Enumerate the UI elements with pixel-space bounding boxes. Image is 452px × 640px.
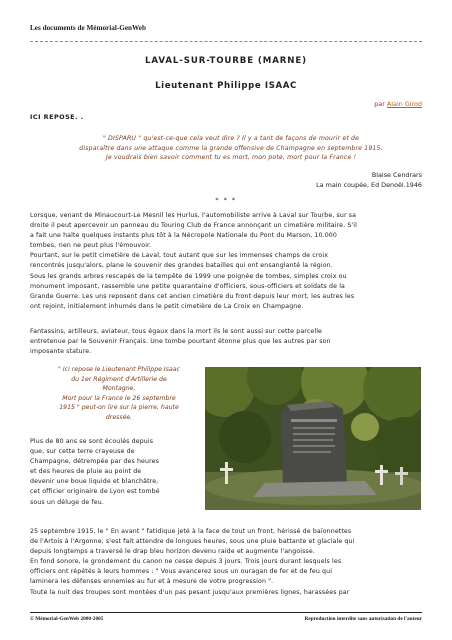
caption-line: dressée.: [105, 413, 133, 421]
paragraph-soldiers: [30, 327, 422, 357]
text-line: a fait une halte quelques instants plus tôt à la Nécropole Nationale du Pont du Marson, 10.000: [30, 232, 337, 240]
text-line: cet officier originaire de Lyon est tombé: [30, 488, 160, 496]
text-line: En fond sonore, le grondement du canon ne cesse depuis 3 jours. Trois jours durant lesquels les: [30, 558, 342, 566]
text-line: officiers ont répétés à leurs hommes : " Vous avancerez sous un ouragan de fer et de feu qui: [30, 568, 333, 576]
text-line: Plus de 80 ans se sont écoulés depuis: [30, 438, 154, 445]
text-line: Lorsque, venant de Minaucourt-Le Mesnil les Hurlus, l'automobiliste arrive à Laval sur Tourbe, sur sa: [30, 212, 357, 219]
grave-photo-illustration: [205, 367, 421, 510]
page-title: LAVAL-SUR-TOURBE (MARNE): [145, 56, 307, 66]
author-link[interactable]: Alain Girod: [386, 100, 422, 108]
epigraph-line: disparaître dans une attaque comme la grande offensive de Champagne en septembre 1915.: [79, 144, 383, 152]
epigraph: [40, 134, 422, 163]
caption-line: Mort pour la France le 26 septembre: [62, 394, 176, 402]
text-line: et des heures de pluie au point de: [30, 468, 142, 476]
paragraph-officer: [30, 437, 200, 508]
text-line: ont rejoint, initialement inhumés dans le petit cimetière de La Croix en Champagne.: [30, 302, 304, 310]
epigraph-author: Blaise Cendrars: [371, 171, 422, 179]
text-line: depuis longtemps a traversé le drap bleu horizon devenu raide et augmente l'angoisse.: [30, 548, 315, 556]
photo-caption: [40, 365, 198, 423]
byline-prefix: par: [374, 100, 385, 108]
footer-divider: [30, 612, 422, 613]
caption-line: 1915 " peut-on lire sur la pierre, haute: [59, 404, 179, 412]
byline: [374, 100, 422, 108]
text-line: de l'Artois à l'Argonne, s'est fait attendre de longues heures, sous une pluie battante et glaciale qui: [30, 538, 355, 546]
text-line: laminera les défenses ennemies au fur et à mesure de votre progression ".: [30, 578, 274, 586]
paragraph-battle: [30, 527, 422, 598]
text-line: devenir une boue liquide et blanchâtre,: [30, 478, 159, 486]
text-line: entretenue par le Souvenir Français. Une tombe pourtant étonne plus que les autres par son: [30, 338, 331, 346]
text-line: Sous les grands arbres rescapés de la tempête de 1999 une poignée de tombes, simples croix ou: [30, 272, 347, 280]
text-line: monument imposant, rassemble une petite quarantaine d'officiers, sous-officiers et soldats de la: [30, 282, 345, 290]
epigraph-attribution: [316, 170, 422, 190]
text-line: imposante stature.: [30, 348, 92, 356]
footer-notice: Reproduction interdite sans autorisation de l'auteur: [304, 616, 422, 622]
section-heading: ICI REPOSE. .: [30, 113, 84, 121]
text-line: que, sur cette terre crayeuse de: [30, 448, 135, 456]
caption-line: du 1er Régiment d'Artillerie de: [71, 375, 167, 383]
text-line: Toute la nuit des troupes sont montées d'un pas pesant jusqu'aux premières lignes, harassées par: [30, 588, 350, 596]
header-divider: [30, 41, 422, 42]
caption-line: " Ici repose le Lieutenant Philippe Isaac: [58, 366, 180, 373]
section-separator: * * *: [215, 196, 237, 204]
text-line: 25 septembre 1915, le " En avant " fatidique jeté à la face de tout un front, hérissé de baïonnettes: [30, 528, 352, 535]
text-line: Pourtant, sur le petit cimetière de Laval, tout autant que sur les immenses champs de croix: [30, 252, 329, 260]
paragraph-intro: [30, 211, 422, 312]
page-subtitle: Lieutenant Philippe ISAAC: [155, 81, 297, 91]
epigraph-line: Je voudrais bien savoir comment tu es mort, mon pote, mort pour la France !: [105, 154, 357, 162]
caption-line: Montagne,: [102, 385, 136, 393]
epigraph-source: La main coupée, Ed Denoël.1946: [316, 181, 422, 189]
text-line: Fantassins, artilleurs, aviateur, tous égaux dans la mort ils le sont aussi sur cette parcelle: [30, 328, 323, 335]
grave-photo: [205, 367, 421, 510]
text-line: Champagne, détrempée par des heures: [30, 458, 159, 466]
text-line: tombes, rien ne peut plus l'émouvoir.: [30, 242, 152, 250]
text-line: rencontrés jusqu'alors, plane le souvenir des grandes batailles qui ont ensanglanté la région.: [30, 262, 333, 270]
text-line: droite il peut apercevoir un panneau du Touring Club de France annonçant un cimetière militaire. S'il: [30, 222, 357, 230]
text-line: sous un déluge de feu.: [30, 498, 104, 506]
footer-copyright: © Mémorial-GenWeb 2000-2005: [30, 616, 104, 622]
epigraph-line: " DISPARU " qu'est-ce-que cela veut dire ? Il y a tant de façons de mourir et de: [102, 135, 360, 142]
site-header: Les documents de Mémorial-GenWeb: [30, 24, 146, 32]
text-line: Grande Guerre. Les uns reposent dans cet ancien cimetière du front depuis leur mort, les autres les: [30, 292, 355, 300]
